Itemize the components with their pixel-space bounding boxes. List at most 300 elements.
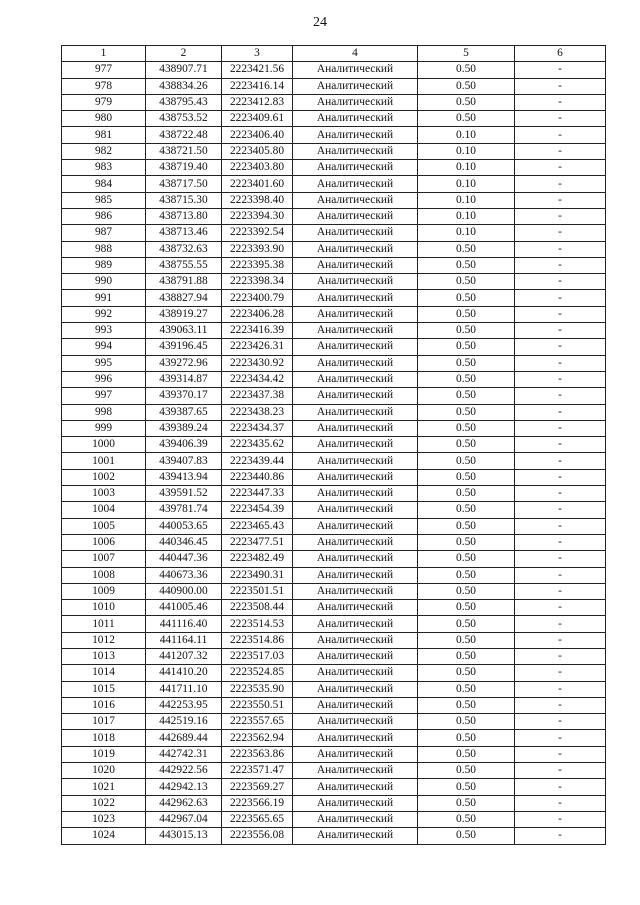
table-cell: - (515, 600, 606, 616)
table-cell: 0.50 (418, 600, 515, 616)
table-cell: 1010 (62, 600, 146, 616)
table-cell: 0.50 (418, 388, 515, 404)
column-header: 2 (146, 46, 222, 62)
column-header: 5 (418, 46, 515, 62)
table-cell: - (515, 192, 606, 208)
table-row (62, 257, 606, 273)
table-cell: 0.50 (418, 257, 515, 273)
table-cell: 440900.00 (146, 583, 222, 599)
table-row (62, 339, 606, 355)
table-cell: 2223477.51 (222, 534, 293, 550)
table-cell: 2223430.92 (222, 355, 293, 371)
table-cell: Аналитический (293, 192, 418, 208)
table-cell: - (515, 534, 606, 550)
table-cell: 0.50 (418, 469, 515, 485)
table-row (62, 469, 606, 485)
table-cell: Аналитический (293, 339, 418, 355)
table-cell: Аналитический (293, 779, 418, 795)
table-cell: 2223437.38 (222, 388, 293, 404)
table-cell: 2223421.56 (222, 62, 293, 78)
table-cell: 0.50 (418, 763, 515, 779)
table-cell: 1012 (62, 632, 146, 648)
table-cell: 0.10 (418, 192, 515, 208)
table-cell: 0.10 (418, 225, 515, 241)
table-cell: 438834.26 (146, 78, 222, 94)
table-cell: 2223406.28 (222, 306, 293, 322)
table-cell: - (515, 746, 606, 762)
table-cell: 2223514.86 (222, 632, 293, 648)
table-cell: 985 (62, 192, 146, 208)
table-cell: 438721.50 (146, 143, 222, 159)
table-cell: Аналитический (293, 746, 418, 762)
table-cell: 1008 (62, 567, 146, 583)
table-cell: - (515, 437, 606, 453)
column-header: 4 (293, 46, 418, 62)
table-cell: - (515, 616, 606, 632)
table-cell: 0.50 (418, 420, 515, 436)
table-cell: - (515, 94, 606, 110)
coordinates-table (61, 45, 606, 845)
table-cell: 988 (62, 241, 146, 257)
table-row (62, 616, 606, 632)
table-cell: 979 (62, 94, 146, 110)
table-cell: 2223569.27 (222, 779, 293, 795)
table-cell: 2223490.31 (222, 567, 293, 583)
table-row (62, 306, 606, 322)
table-cell: Аналитический (293, 62, 418, 78)
table-row (62, 404, 606, 420)
table-cell: 0.10 (418, 143, 515, 159)
table-cell: 1024 (62, 828, 146, 844)
table-row (62, 779, 606, 795)
table-cell: 0.50 (418, 616, 515, 632)
table-cell: 438919.27 (146, 306, 222, 322)
table-row (62, 534, 606, 550)
table-cell: Аналитический (293, 681, 418, 697)
table-cell: 2223401.60 (222, 176, 293, 192)
table-header-row (62, 46, 606, 62)
table-cell: 438713.80 (146, 208, 222, 224)
table-cell: 442962.63 (146, 795, 222, 811)
table-cell: 1013 (62, 648, 146, 664)
table-cell: 441116.40 (146, 616, 222, 632)
table-cell: 0.50 (418, 583, 515, 599)
table-cell: 1019 (62, 746, 146, 762)
table-cell: Аналитический (293, 811, 418, 827)
table-cell: 2223400.79 (222, 290, 293, 306)
table-cell: - (515, 828, 606, 844)
table-row (62, 94, 606, 110)
table-cell: - (515, 453, 606, 469)
table-cell: 0.50 (418, 714, 515, 730)
table-cell: Аналитический (293, 404, 418, 420)
table-cell: 1007 (62, 551, 146, 567)
table-cell: 441164.11 (146, 632, 222, 648)
table-cell: 990 (62, 274, 146, 290)
table-cell: Аналитический (293, 127, 418, 143)
table-cell: 982 (62, 143, 146, 159)
table-cell: - (515, 763, 606, 779)
table-cell: 0.50 (418, 78, 515, 94)
table-cell: 0.50 (418, 111, 515, 127)
table-cell: 2223403.80 (222, 160, 293, 176)
table-cell: 2223435.62 (222, 437, 293, 453)
table-cell: 0.50 (418, 795, 515, 811)
table-cell: 2223517.03 (222, 648, 293, 664)
table-cell: 991 (62, 290, 146, 306)
table-cell: 2223394.30 (222, 208, 293, 224)
table-cell: 2223571.47 (222, 763, 293, 779)
table-cell: 0.50 (418, 681, 515, 697)
table-row (62, 355, 606, 371)
table-cell: - (515, 111, 606, 127)
table-cell: 2223440.86 (222, 469, 293, 485)
table-row (62, 437, 606, 453)
table-cell: - (515, 371, 606, 387)
table-cell: - (515, 404, 606, 420)
table-cell: 441005.46 (146, 600, 222, 616)
table-cell: 2223438.23 (222, 404, 293, 420)
table-cell: Аналитический (293, 648, 418, 664)
table-row (62, 323, 606, 339)
table-cell: 2223482.49 (222, 551, 293, 567)
table-cell: 0.50 (418, 486, 515, 502)
table-cell: - (515, 62, 606, 78)
table-cell: - (515, 78, 606, 94)
table-cell: 2223447.33 (222, 486, 293, 502)
table-cell: 2223405.80 (222, 143, 293, 159)
table-cell: 0.50 (418, 518, 515, 534)
table-row (62, 632, 606, 648)
table-cell: Аналитический (293, 551, 418, 567)
table-cell: - (515, 225, 606, 241)
table-cell: 0.50 (418, 241, 515, 257)
table-cell: - (515, 567, 606, 583)
table-row (62, 111, 606, 127)
column-header: 3 (222, 46, 293, 62)
table-row (62, 160, 606, 176)
table-cell: 439196.45 (146, 339, 222, 355)
table-cell: 1011 (62, 616, 146, 632)
table-cell: 439591.52 (146, 486, 222, 502)
table-cell: 1004 (62, 502, 146, 518)
table-cell: 438732.63 (146, 241, 222, 257)
table-cell: 0.50 (418, 339, 515, 355)
table-cell: 995 (62, 355, 146, 371)
table-cell: Аналитический (293, 323, 418, 339)
table-cell: 992 (62, 306, 146, 322)
table-cell: 0.50 (418, 811, 515, 827)
table-cell: 1015 (62, 681, 146, 697)
table-cell: 0.50 (418, 665, 515, 681)
table-cell: - (515, 469, 606, 485)
table-cell: 2223398.34 (222, 274, 293, 290)
table-row (62, 583, 606, 599)
table-cell: 2223395.38 (222, 257, 293, 273)
table-cell: 978 (62, 78, 146, 94)
table-cell: Аналитический (293, 697, 418, 713)
table-cell: 996 (62, 371, 146, 387)
table-cell: 1014 (62, 665, 146, 681)
table-cell: - (515, 795, 606, 811)
table-cell: - (515, 697, 606, 713)
table-cell: Аналитический (293, 469, 418, 485)
table-cell: 0.50 (418, 534, 515, 550)
table-cell: 439413.94 (146, 469, 222, 485)
table-cell: - (515, 420, 606, 436)
table-cell: - (515, 208, 606, 224)
table-cell: 0.50 (418, 437, 515, 453)
table-cell: 2223465.43 (222, 518, 293, 534)
table-cell: 0.50 (418, 551, 515, 567)
table-cell: Аналитический (293, 78, 418, 94)
table-cell: 438715.30 (146, 192, 222, 208)
table-cell: Аналитический (293, 763, 418, 779)
table-row (62, 665, 606, 681)
table-cell: 998 (62, 404, 146, 420)
table-cell: 441410.20 (146, 665, 222, 681)
table-cell: 438791.88 (146, 274, 222, 290)
table-row (62, 681, 606, 697)
table-row (62, 567, 606, 583)
table-cell: 2223434.37 (222, 420, 293, 436)
table-cell: Аналитический (293, 388, 418, 404)
table-cell: 0.50 (418, 371, 515, 387)
table-cell: 984 (62, 176, 146, 192)
table-cell: 0.50 (418, 62, 515, 78)
table-cell: 439407.83 (146, 453, 222, 469)
table-cell: 2223406.40 (222, 127, 293, 143)
table-cell: Аналитический (293, 94, 418, 110)
table-cell: 0.50 (418, 779, 515, 795)
table-cell: 442742.31 (146, 746, 222, 762)
table-cell: - (515, 714, 606, 730)
table-row (62, 551, 606, 567)
table-cell: 439063.11 (146, 323, 222, 339)
table-cell: 986 (62, 208, 146, 224)
table-cell: 438795.43 (146, 94, 222, 110)
table-cell: Аналитический (293, 534, 418, 550)
table-cell: 2223535.90 (222, 681, 293, 697)
table-cell: 2223409.61 (222, 111, 293, 127)
table-row (62, 274, 606, 290)
table-cell: 439389.24 (146, 420, 222, 436)
table-cell: Аналитический (293, 437, 418, 453)
table-cell: 1006 (62, 534, 146, 550)
table-cell: - (515, 339, 606, 355)
table-cell: 2223392.54 (222, 225, 293, 241)
table-cell: - (515, 323, 606, 339)
table-cell: 1016 (62, 697, 146, 713)
table-cell: 442967.04 (146, 811, 222, 827)
table-cell: Аналитический (293, 274, 418, 290)
column-header: 1 (62, 46, 146, 62)
table-row (62, 290, 606, 306)
table-cell: 438719.40 (146, 160, 222, 176)
table-cell: - (515, 290, 606, 306)
table-cell: - (515, 143, 606, 159)
table-cell: 1009 (62, 583, 146, 599)
table-cell: Аналитический (293, 290, 418, 306)
table-cell: 2223454.39 (222, 502, 293, 518)
table-cell: 0.50 (418, 355, 515, 371)
table-cell: 0.50 (418, 828, 515, 844)
table-cell: - (515, 779, 606, 795)
table-cell: 0.10 (418, 160, 515, 176)
table-cell: 442253.95 (146, 697, 222, 713)
table-cell: - (515, 160, 606, 176)
table-cell: Аналитический (293, 486, 418, 502)
table-cell: 989 (62, 257, 146, 273)
table-cell: Аналитический (293, 714, 418, 730)
table-cell: 442922.56 (146, 763, 222, 779)
table-cell: 1021 (62, 779, 146, 795)
table-cell: 2223412.83 (222, 94, 293, 110)
table-cell: 440447.36 (146, 551, 222, 567)
table-row (62, 811, 606, 827)
table-cell: 439272.96 (146, 355, 222, 371)
table-cell: 1022 (62, 795, 146, 811)
table-cell: 0.50 (418, 323, 515, 339)
table-cell: 1005 (62, 518, 146, 534)
table-cell: 2223398.40 (222, 192, 293, 208)
table-cell: 2223393.90 (222, 241, 293, 257)
table-cell: 1017 (62, 714, 146, 730)
table-cell: 443015.13 (146, 828, 222, 844)
table-cell: 2223563.86 (222, 746, 293, 762)
table-cell: 441207.32 (146, 648, 222, 664)
table-cell: 999 (62, 420, 146, 436)
table-row (62, 502, 606, 518)
table-cell: 438755.55 (146, 257, 222, 273)
table-cell: 0.50 (418, 648, 515, 664)
table-cell: 2223416.39 (222, 323, 293, 339)
table-row (62, 795, 606, 811)
table-cell: 438722.48 (146, 127, 222, 143)
table-cell: 439370.17 (146, 388, 222, 404)
table-cell: 2223426.31 (222, 339, 293, 355)
table-cell: 1020 (62, 763, 146, 779)
table-row (62, 388, 606, 404)
table-cell: 0.50 (418, 746, 515, 762)
table-cell: 442689.44 (146, 730, 222, 746)
table-cell: 442519.16 (146, 714, 222, 730)
table-cell: 441711.10 (146, 681, 222, 697)
table-cell: 2223501.51 (222, 583, 293, 599)
table-cell: 993 (62, 323, 146, 339)
table-row (62, 143, 606, 159)
table-cell: 0.50 (418, 697, 515, 713)
table-cell: 994 (62, 339, 146, 355)
table-cell: 438717.50 (146, 176, 222, 192)
table-cell: Аналитический (293, 355, 418, 371)
table-cell: - (515, 355, 606, 371)
table-cell: Аналитический (293, 176, 418, 192)
column-header: 6 (515, 46, 606, 62)
table-cell: 980 (62, 111, 146, 127)
table-cell: Аналитический (293, 583, 418, 599)
table-cell: 0.50 (418, 94, 515, 110)
table-cell: Аналитический (293, 502, 418, 518)
table-row (62, 208, 606, 224)
table-row (62, 78, 606, 94)
table-cell: - (515, 127, 606, 143)
table-row (62, 697, 606, 713)
table-row (62, 763, 606, 779)
table-cell: 440673.36 (146, 567, 222, 583)
table-cell: - (515, 730, 606, 746)
table-cell: Аналитический (293, 567, 418, 583)
table-cell: 1000 (62, 437, 146, 453)
table-cell: 440346.45 (146, 534, 222, 550)
table-cell: 1003 (62, 486, 146, 502)
table-cell: Аналитический (293, 257, 418, 273)
table-body (62, 62, 606, 844)
table-cell: Аналитический (293, 828, 418, 844)
table-cell: 0.50 (418, 404, 515, 420)
table-cell: - (515, 486, 606, 502)
table-cell: Аналитический (293, 160, 418, 176)
table-cell: 1002 (62, 469, 146, 485)
table-row (62, 371, 606, 387)
table-cell: Аналитический (293, 143, 418, 159)
table-cell: Аналитический (293, 371, 418, 387)
table-cell: 0.50 (418, 502, 515, 518)
table-cell: - (515, 502, 606, 518)
table-cell: 2223565.65 (222, 811, 293, 827)
table-cell: 439387.65 (146, 404, 222, 420)
table-cell: Аналитический (293, 730, 418, 746)
table-cell: Аналитический (293, 665, 418, 681)
table-cell: - (515, 551, 606, 567)
table-cell: 2223524.85 (222, 665, 293, 681)
table-cell: - (515, 388, 606, 404)
table-cell: - (515, 681, 606, 697)
table-cell: Аналитический (293, 225, 418, 241)
table-cell: 1018 (62, 730, 146, 746)
table-cell: 977 (62, 62, 146, 78)
table-cell: 2223562.94 (222, 730, 293, 746)
table-cell: Аналитический (293, 518, 418, 534)
page-number: 24 (313, 15, 327, 30)
table-cell: 0.10 (418, 208, 515, 224)
table-row (62, 600, 606, 616)
table-cell: 438713.46 (146, 225, 222, 241)
table-cell: 442942.13 (146, 779, 222, 795)
table-cell: 440053.65 (146, 518, 222, 534)
table-cell: 0.50 (418, 632, 515, 648)
table-row (62, 420, 606, 436)
table-cell: - (515, 274, 606, 290)
table-cell: - (515, 257, 606, 273)
table-row (62, 730, 606, 746)
table-cell: 0.50 (418, 567, 515, 583)
table-cell: 2223416.14 (222, 78, 293, 94)
table-cell: 2223434.42 (222, 371, 293, 387)
table-cell: - (515, 518, 606, 534)
table-cell: - (515, 176, 606, 192)
table-cell: Аналитический (293, 306, 418, 322)
table-cell: - (515, 811, 606, 827)
table-row (62, 176, 606, 192)
table-cell: Аналитический (293, 453, 418, 469)
table-cell: 2223556.08 (222, 828, 293, 844)
table-cell: 439406.39 (146, 437, 222, 453)
table-cell: 2223439.44 (222, 453, 293, 469)
table-cell: 2223557.65 (222, 714, 293, 730)
table-cell: Аналитический (293, 795, 418, 811)
table-cell: 997 (62, 388, 146, 404)
